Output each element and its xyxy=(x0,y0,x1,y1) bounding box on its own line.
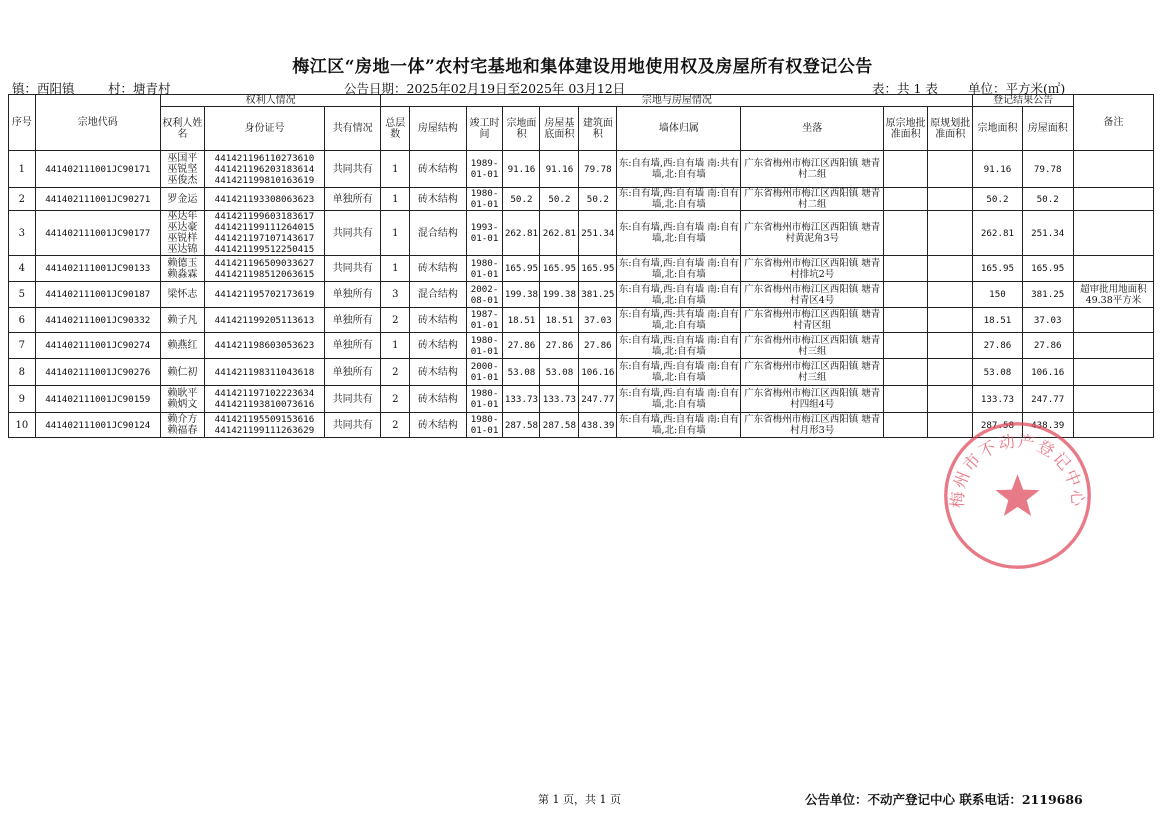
row-owner-names: 巫国平 巫锐坚 巫俊杰 xyxy=(160,151,204,188)
row-result-land: 150 xyxy=(973,282,1022,308)
row-building-area: 79.78 xyxy=(579,151,617,188)
row-orig-planned xyxy=(928,386,973,413)
row-result-land: 133.73 xyxy=(973,386,1022,413)
col-result-house: 房屋面积 xyxy=(1022,107,1073,151)
row-structure: 砖木结构 xyxy=(410,333,466,359)
row-floors: 1 xyxy=(381,211,410,256)
row-completion: 1989-01-01 xyxy=(466,151,503,188)
row-parcel-code: 441402111001JC90332 xyxy=(35,308,160,333)
official-seal xyxy=(940,418,1095,573)
row-no: 3 xyxy=(9,211,36,256)
page-title: 梅江区“房地一体”农村宅基地和集体建设用地使用权及房屋所有权登记公告 xyxy=(292,57,873,77)
row-result-land: 27.86 xyxy=(973,333,1022,359)
row-structure: 混合结构 xyxy=(410,282,466,308)
row-land-area: 262.81 xyxy=(503,211,540,256)
row-structure: 砖木结构 xyxy=(410,413,466,438)
row-remark xyxy=(1073,151,1153,188)
row-result-land: 53.08 xyxy=(973,359,1022,386)
row-co-ownership: 共同共有 xyxy=(324,386,380,413)
row-orig-planned xyxy=(928,151,973,188)
row-completion: 1980-01-01 xyxy=(466,413,503,438)
row-structure: 砖木结构 xyxy=(410,386,466,413)
row-id-numbers: 441421197102223634 441421193810073616 xyxy=(204,386,324,413)
row-building-area: 247.77 xyxy=(579,386,617,413)
row-base-area: 262.81 xyxy=(540,211,579,256)
table-row xyxy=(9,308,1154,333)
table-row xyxy=(9,151,1154,188)
row-base-area: 199.38 xyxy=(540,282,579,308)
row-wall-owner: 东:自有墙,西:自有墙 南:自有墙,北:自有墙 xyxy=(618,188,739,210)
row-co-ownership: 共同共有 xyxy=(324,151,380,188)
col-building-area: 建筑面积 xyxy=(579,107,617,151)
row-orig-planned xyxy=(928,333,973,359)
row-co-ownership: 共同共有 xyxy=(324,211,380,256)
row-parcel-code: 441402111001JC90133 xyxy=(35,256,160,282)
row-orig-planned xyxy=(928,211,973,256)
row-structure: 砖木结构 xyxy=(410,151,466,188)
row-parcel-code: 441402111001JC90271 xyxy=(35,188,160,211)
row-wall-owner: 东:自有墙,西:共有墙 南:自有墙,北:自有墙 xyxy=(618,309,739,331)
row-orig-approved xyxy=(884,386,928,413)
row-building-area: 37.03 xyxy=(579,308,617,333)
row-result-land: 262.81 xyxy=(973,211,1022,256)
row-id-numbers: 441421196509033627 441421198512063615 xyxy=(204,256,324,282)
row-owner-names: 巫达年 巫达豪 巫锐样 巫达锦 xyxy=(160,211,204,256)
row-co-ownership: 共同共有 xyxy=(324,256,380,282)
village-label: 村：塘青村 xyxy=(108,81,171,96)
row-wall-owner: 东:自有墙,西:自有墙 南:自有墙,北:自有墙 xyxy=(618,334,739,357)
col-location: 坐落 xyxy=(741,107,884,151)
group-result: 登记结果公告 xyxy=(973,95,1074,107)
row-land-area: 91.16 xyxy=(503,151,540,188)
row-parcel-code: 441402111001JC90171 xyxy=(35,151,160,188)
table-row xyxy=(9,333,1154,359)
row-structure: 砖木结构 xyxy=(410,308,466,333)
row-id-numbers: 441421195509153616 441421199111263629 xyxy=(204,413,324,438)
row-location: 广东省梅州市梅江区西阳镇 塘青村四组4号 xyxy=(741,386,884,413)
row-orig-planned xyxy=(928,359,973,386)
table-count: 表：共 1 表 xyxy=(872,81,938,96)
row-orig-approved xyxy=(884,308,928,333)
row-remark xyxy=(1073,359,1153,386)
row-remark xyxy=(1073,386,1153,413)
col-completion: 竣工时间 xyxy=(466,107,503,151)
row-orig-planned xyxy=(928,308,973,333)
row-remark xyxy=(1073,188,1153,211)
announcement-period: 公告日期：2025年02月19日至2025年 03月12日 xyxy=(344,81,626,96)
row-building-area: 106.16 xyxy=(579,359,617,386)
row-parcel-code: 441402111001JC90187 xyxy=(35,282,160,308)
row-completion: 1980-01-01 xyxy=(466,188,503,211)
row-id-numbers: 441421196110273610 441421196203183614 441421199810163619 xyxy=(204,151,324,188)
row-co-ownership: 单独所有 xyxy=(324,282,380,308)
row-land-area: 27.86 xyxy=(503,333,540,359)
row-id-numbers: 441421199603183617 441421199111264015 441421197107143617 441421199512250415 xyxy=(204,211,324,256)
row-co-ownership: 单独所有 xyxy=(324,333,380,359)
row-orig-approved xyxy=(884,188,928,211)
col-land-area: 宗地面积 xyxy=(503,107,540,151)
row-building-area: 381.25 xyxy=(579,282,617,308)
row-wall-owner: 东:自有墙,西:自有墙 南:自有墙,北:自有墙 xyxy=(618,257,739,280)
row-floors: 1 xyxy=(381,151,410,188)
row-location: 广东省梅州市梅江区西阳镇 塘青村排坑2号 xyxy=(741,256,884,282)
row-location: 广东省梅州市梅江区西阳镇 塘青村月形3号 xyxy=(741,413,884,438)
table-row xyxy=(9,386,1154,413)
row-land-area: 165.95 xyxy=(503,256,540,282)
svg-text:梅州市不动产登记中心: 梅州市不动产登记中心 xyxy=(947,431,1088,509)
col-wall-owner: 墙体归属 xyxy=(617,107,741,151)
row-orig-approved xyxy=(884,211,928,256)
row-building-area: 165.95 xyxy=(579,256,617,282)
row-no: 6 xyxy=(9,308,36,333)
row-completion: 1987-01-01 xyxy=(466,308,503,333)
col-floors: 总层数 xyxy=(381,107,410,151)
row-land-area: 18.51 xyxy=(503,308,540,333)
row-id-numbers: 441421198603053623 xyxy=(204,333,324,359)
row-no: 7 xyxy=(9,333,36,359)
row-result-house: 37.03 xyxy=(1022,308,1073,333)
row-owner-names: 赖燕红 xyxy=(160,333,204,359)
row-result-house: 251.34 xyxy=(1022,211,1073,256)
row-completion: 1980-01-01 xyxy=(466,386,503,413)
row-floors: 1 xyxy=(381,188,410,211)
row-floors: 1 xyxy=(381,256,410,282)
page-number: 第 1 页，共 1 页 xyxy=(538,793,621,806)
row-orig-approved xyxy=(884,333,928,359)
row-result-house: 438.39 xyxy=(1022,413,1073,438)
row-structure: 砖木结构 xyxy=(410,359,466,386)
row-co-ownership: 单独所有 xyxy=(324,188,380,211)
row-location: 广东省梅州市梅江区西阳镇 塘青村黄泥角3号 xyxy=(741,211,884,256)
row-land-area: 133.73 xyxy=(503,386,540,413)
row-orig-approved xyxy=(884,256,928,282)
row-result-land: 18.51 xyxy=(973,308,1022,333)
row-no: 9 xyxy=(9,386,36,413)
row-owner-names: 赖子凡 xyxy=(160,308,204,333)
col-base-area: 房屋基底面积 xyxy=(540,107,579,151)
row-building-area: 438.39 xyxy=(579,413,617,438)
row-land-area: 199.38 xyxy=(503,282,540,308)
row-building-area: 251.34 xyxy=(579,211,617,256)
row-base-area: 165.95 xyxy=(540,256,579,282)
group-land: 宗地与房屋情况 xyxy=(381,95,973,107)
row-floors: 2 xyxy=(381,308,410,333)
row-co-ownership: 共同共有 xyxy=(324,413,380,438)
row-completion: 1980-01-01 xyxy=(466,256,503,282)
row-orig-planned xyxy=(928,282,973,308)
row-wall-owner: 东:自有墙,西:自有墙 南:自有墙,北:自有墙 xyxy=(617,386,741,413)
row-location: 广东省梅州市梅江区西阳镇 塘青村二组 xyxy=(741,151,884,188)
row-completion: 1980-01-01 xyxy=(466,333,503,359)
row-orig-approved xyxy=(884,359,928,386)
col-id-number: 身份证号 xyxy=(204,107,324,151)
table-row xyxy=(9,188,1154,211)
row-land-area: 287.58 xyxy=(503,413,540,438)
row-land-area: 53.08 xyxy=(503,359,540,386)
row-remark xyxy=(1073,256,1153,282)
row-floors: 1 xyxy=(381,333,410,359)
row-id-numbers: 441421199205113613 xyxy=(204,308,324,333)
row-parcel-code: 441402111001JC90177 xyxy=(35,211,160,256)
row-no: 5 xyxy=(9,282,36,308)
row-structure: 混合结构 xyxy=(410,211,466,256)
announcing-unit: 公告单位：不动产登记中心 联系电话：2119686 xyxy=(805,792,1083,807)
col-parcel-code: 宗地代码 xyxy=(35,95,160,151)
row-base-area: 53.08 xyxy=(540,359,579,386)
table-row xyxy=(9,256,1154,282)
row-owner-names: 罗金运 xyxy=(160,188,204,211)
table-row xyxy=(9,359,1154,386)
row-building-area: 27.86 xyxy=(579,333,617,359)
row-remark xyxy=(1073,308,1153,333)
row-no: 8 xyxy=(9,359,36,386)
row-base-area: 133.73 xyxy=(540,386,579,413)
row-result-house: 381.25 xyxy=(1022,282,1073,308)
row-base-area: 50.2 xyxy=(540,188,579,211)
row-result-house: 106.16 xyxy=(1022,359,1073,386)
row-location: 广东省梅州市梅江区西阳镇 塘青村三组 xyxy=(741,359,884,386)
row-floors: 2 xyxy=(381,359,410,386)
group-owner: 权利人情况 xyxy=(160,95,381,107)
row-remark xyxy=(1073,211,1153,256)
row-id-numbers: 441421195702173619 xyxy=(204,282,324,308)
row-parcel-code: 441402111001JC90124 xyxy=(35,413,160,438)
row-completion: 2000-01-01 xyxy=(466,359,503,386)
table-row xyxy=(9,282,1154,308)
unit-label: 单位：平方米(㎡) xyxy=(968,81,1066,96)
row-result-land: 91.16 xyxy=(973,151,1022,188)
row-orig-planned xyxy=(928,188,973,211)
row-completion: 2002-08-01 xyxy=(466,282,503,308)
row-result-land: 50.2 xyxy=(973,188,1022,211)
row-id-numbers: 441421198311043618 xyxy=(204,359,324,386)
row-land-area: 50.2 xyxy=(503,188,540,211)
col-owner-name: 权利人姓名 xyxy=(160,107,204,151)
row-orig-approved xyxy=(884,151,928,188)
row-location: 广东省梅州市梅江区西阳镇 塘青村青区组 xyxy=(741,308,884,333)
row-orig-approved xyxy=(884,282,928,308)
row-wall-owner: 东:自有墙,西:自有墙 南:共有墙,北:自有墙 xyxy=(617,151,741,188)
row-result-house: 50.2 xyxy=(1022,188,1073,211)
row-wall-owner: 东:自有墙,西:自有墙 南:自有墙,北:自有墙 xyxy=(617,359,741,386)
row-orig-approved xyxy=(884,413,928,438)
row-owner-names: 赖介方 赖福春 xyxy=(160,413,204,438)
row-completion: 1993-01-01 xyxy=(466,211,503,256)
col-no: 序号 xyxy=(9,95,36,151)
row-parcel-code: 441402111001JC90274 xyxy=(35,333,160,359)
row-result-house: 247.77 xyxy=(1022,386,1073,413)
town-label: 镇：西阳镇 xyxy=(12,81,75,96)
col-co-ownership: 共有情况 xyxy=(324,107,380,151)
row-location: 广东省梅州市梅江区西阳镇 塘青村二组 xyxy=(741,188,884,211)
row-location: 广东省梅州市梅江区西阳镇 塘青村三组 xyxy=(741,333,884,359)
row-co-ownership: 单独所有 xyxy=(324,308,380,333)
col-result-land: 宗地面积 xyxy=(973,107,1022,151)
row-remark: 超审批用地面积49.38平方米 xyxy=(1073,282,1153,308)
row-co-ownership: 单独所有 xyxy=(324,359,380,386)
row-floors: 2 xyxy=(381,413,410,438)
row-no: 4 xyxy=(9,256,36,282)
row-parcel-code: 441402111001JC90276 xyxy=(35,359,160,386)
row-owner-names: 赖德玉 赖淼霖 xyxy=(160,256,204,282)
row-result-land: 165.95 xyxy=(973,256,1022,282)
table-row xyxy=(9,211,1154,256)
row-no: 2 xyxy=(9,188,36,211)
row-result-land: 287.58 xyxy=(973,413,1022,438)
registration-table xyxy=(8,94,1154,438)
row-base-area: 18.51 xyxy=(540,308,579,333)
row-id-numbers: 441421193308063623 xyxy=(204,188,324,211)
row-remark xyxy=(1073,333,1153,359)
row-no: 10 xyxy=(9,413,36,438)
row-floors: 2 xyxy=(381,386,410,413)
row-orig-planned xyxy=(928,256,973,282)
row-no: 1 xyxy=(9,151,36,188)
row-result-house: 27.86 xyxy=(1022,333,1073,359)
row-parcel-code: 441402111001JC90159 xyxy=(35,386,160,413)
row-wall-owner: 东:自有墙,西:自有墙 南:自有墙,北:自有墙 xyxy=(618,414,739,436)
row-wall-owner: 东:自有墙,西:自有墙 南:自有墙,北:自有墙 xyxy=(617,211,741,256)
row-location: 广东省梅州市梅江区西阳镇 塘青村青区4号 xyxy=(741,282,884,308)
col-orig-planned: 原规划批准面积 xyxy=(928,107,973,151)
row-wall-owner: 东:自有墙,西:自有墙 南:自有墙,北:自有墙 xyxy=(618,283,739,306)
row-owner-names: 赖耿平 赖炳文 xyxy=(160,386,204,413)
row-base-area: 287.58 xyxy=(540,413,579,438)
col-structure: 房屋结构 xyxy=(410,107,466,151)
row-result-house: 165.95 xyxy=(1022,256,1073,282)
row-building-area: 50.2 xyxy=(579,188,617,211)
row-floors: 3 xyxy=(381,282,410,308)
row-structure: 砖木结构 xyxy=(410,188,466,211)
row-structure: 砖木结构 xyxy=(410,256,466,282)
col-remark: 备注 xyxy=(1073,95,1153,151)
col-orig-approved: 原宗地批准面积 xyxy=(884,107,928,151)
row-base-area: 91.16 xyxy=(540,151,579,188)
row-owner-names: 赖仁初 xyxy=(160,359,204,386)
row-owner-names: 梁怀志 xyxy=(160,282,204,308)
row-base-area: 27.86 xyxy=(540,333,579,359)
row-result-house: 79.78 xyxy=(1022,151,1073,188)
